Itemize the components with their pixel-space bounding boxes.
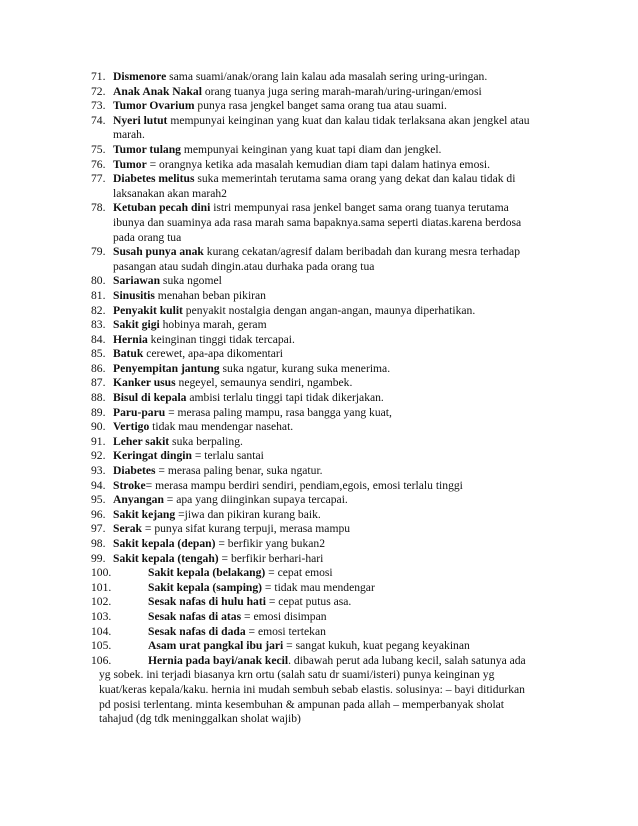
item-number: 90.	[91, 420, 106, 434]
item-title: Keringat dingin	[113, 449, 192, 463]
item-description: = emosi tertekan	[245, 624, 326, 638]
item-number: 84.	[91, 332, 106, 346]
item-title: Asam urat pangkal ibu jari	[148, 639, 284, 653]
item-description: orang tuanya juga sering marah-marah/uring-uringan/emosi	[201, 84, 482, 98]
list-item	[91, 172, 536, 201]
item-description: hobinya marah, geram	[159, 318, 267, 332]
item-description: = apa yang diinginkan supaya tercapai.	[163, 493, 348, 507]
list-item	[91, 362, 536, 377]
item-title: Sakit gigi	[113, 318, 160, 332]
item-title: Sakit kejang	[113, 507, 176, 521]
item-description: = terlalu santai	[191, 449, 264, 463]
item-description: istri mempunyai rasa jenkel banget sama orang tuanya terutama ibunya dan suaminya ada rasa marah sama bapaknya.sama seperti diatas.karena berdosa pada orang tua	[113, 201, 522, 244]
item-title: Hernia pada bayi/anak kecil	[148, 653, 289, 667]
item-title: Sakit kepala (belakang)	[148, 566, 266, 580]
item-title: Anak Anak Nakal	[113, 84, 202, 98]
list-item	[91, 406, 536, 421]
item-number: 102.	[91, 595, 112, 609]
list-item	[91, 70, 536, 85]
numbered-list	[91, 70, 536, 727]
item-number: 83.	[91, 318, 106, 332]
item-title: Dismenore	[113, 70, 167, 83]
list-item	[91, 158, 536, 173]
item-title: Tumor	[113, 157, 147, 171]
item-description: = merasa paling mampu, rasa bangga yang kuat,	[165, 405, 392, 419]
item-description: . dibawah perut ada lubang kecil, salah satunya ada yg sobek. ini terjadi biasanya krn ortu (salah satu dr suami/isteri) punya keinginan yg kuat/keras kepala/kaku. hernia ini mudah sembuh sebab elastis. solusinya: – bayi ditidurkan pd posisi terlentang. minta kesembuhan & ampunan pada allah – memperbanyak sholat tahajud (dg tdk meninggalkan sholat wajib)	[99, 653, 526, 726]
item-description: = emosi disimpan	[241, 609, 327, 623]
item-title: Hernia	[113, 332, 148, 346]
list-item	[91, 639, 536, 654]
item-title: Penyempitan jantung	[113, 361, 220, 375]
item-description: mempunyai keinginan yang kuat dan kalau tidak terlaksana akan jengkel atau marah.	[113, 113, 530, 142]
item-description: = cepat putus asa.	[265, 595, 352, 609]
item-title: Batuk	[113, 347, 144, 361]
item-title: Tumor Ovarium	[113, 99, 195, 113]
item-number: 78.	[91, 201, 106, 215]
list-item	[91, 464, 536, 479]
item-number: 106.	[91, 653, 112, 667]
item-description: = punya sifat kurang terpuji, merasa mampu	[141, 522, 351, 536]
item-number: 94.	[91, 478, 106, 492]
item-number: 98.	[91, 537, 106, 550]
list-item	[91, 479, 536, 494]
item-title: Serak	[113, 522, 142, 536]
item-title: Ketuban pecah dini	[113, 201, 211, 215]
item-number: 71.	[91, 70, 106, 83]
item-title: Susah punya anak	[113, 245, 204, 259]
item-title: Anyangan	[113, 493, 164, 507]
item-number: 93.	[91, 464, 106, 478]
item-number: 101.	[91, 580, 112, 594]
list-item	[91, 522, 536, 537]
list-item	[91, 245, 536, 274]
list-item	[91, 566, 536, 581]
list-item	[91, 376, 536, 391]
item-number: 99.	[91, 551, 106, 565]
item-number: 81.	[91, 288, 106, 302]
list-item	[91, 143, 536, 158]
list-item	[91, 537, 536, 552]
item-number: 73.	[91, 99, 106, 113]
list-item	[91, 333, 536, 348]
item-title: Sesak nafas di hulu hati	[148, 595, 266, 609]
item-title: Sinusitis	[113, 288, 155, 302]
item-description: kurang cekatan/agresif dalam beribadah dan kurang mesra terhadap pasangan atau sudah dingin.atau durhaka pada orang tua	[113, 245, 520, 273]
item-title: Sesak nafas di atas	[148, 609, 242, 623]
item-description: =jiwa dan pikiran kurang baik.	[175, 507, 321, 521]
item-number: 76.	[91, 157, 106, 171]
item-number: 88.	[91, 391, 106, 405]
list-item	[91, 391, 536, 406]
item-number: 103.	[91, 609, 112, 623]
item-title: Kanker usus	[113, 376, 176, 390]
list-item	[91, 289, 536, 304]
item-title: Vertigo	[113, 420, 150, 434]
list-item	[91, 625, 536, 640]
list-item	[91, 304, 536, 319]
item-number: 75.	[91, 142, 106, 156]
item-title: Sesak nafas di dada	[148, 624, 246, 638]
item-title: Nyeri lutut	[113, 113, 168, 127]
list-item	[91, 508, 536, 523]
item-title: Tumor tulang	[113, 142, 181, 156]
item-number: 92.	[91, 449, 106, 463]
item-number: 100.	[91, 566, 112, 580]
item-number: 87.	[91, 376, 106, 390]
item-description: = cepat emosi	[265, 566, 333, 580]
item-number: 96.	[91, 507, 106, 521]
item-description: keinginan tinggi tidak tercapai.	[147, 332, 295, 346]
list-item	[91, 114, 536, 143]
item-number: 89.	[91, 405, 106, 419]
item-description: = merasa mampu berdiri sendiri, pendiam,egois, emosi terlalu tinggi	[145, 478, 463, 492]
item-number: 80.	[91, 274, 106, 288]
item-title: Sakit kepala (samping)	[148, 580, 263, 594]
list-item	[91, 274, 536, 289]
list-item	[91, 595, 536, 610]
list-item	[91, 610, 536, 625]
list-item	[91, 654, 536, 727]
item-description: = merasa paling benar, suka ngatur.	[155, 464, 323, 478]
item-title: Diabetes	[113, 464, 156, 478]
list-item	[91, 581, 536, 596]
item-description: = orangnya ketika ada masalah kemudian diam tapi dalam hatinya emosi.	[146, 157, 491, 171]
item-number: 104.	[91, 624, 112, 638]
item-description: negeyel, semaunya sendiri, ngambek.	[175, 376, 353, 390]
item-number: 95.	[91, 493, 106, 507]
item-description: sama suami/anak/orang lain kalau ada masalah sering uring-uringan.	[166, 70, 488, 83]
list-item	[91, 347, 536, 362]
item-description: penyakit nostalgia dengan angan-angan, maunya diperhatikan.	[182, 303, 476, 317]
item-number: 72.	[91, 84, 106, 98]
list-item	[91, 201, 536, 245]
list-item	[91, 493, 536, 508]
list-item	[91, 85, 536, 100]
item-description: = berfikir yang bukan2	[215, 537, 326, 550]
item-title: Sakit kepala (depan)	[113, 537, 216, 550]
item-title: Diabetes melitus	[113, 172, 195, 186]
item-description: suka berpaling.	[169, 434, 243, 448]
list-item	[91, 420, 536, 435]
list-item	[91, 318, 536, 333]
item-title: Sakit kepala (tengah)	[113, 551, 219, 565]
item-description: mempunyai keinginan yang kuat tapi diam dan jengkel.	[180, 142, 442, 156]
list-item	[91, 99, 536, 114]
item-number: 97.	[91, 522, 106, 536]
item-description: = tidak mau mendengar	[262, 580, 375, 594]
item-title: Bisul di kepala	[113, 391, 187, 405]
item-description: = sangat kukuh, kuat pegang keyakinan	[283, 639, 470, 653]
list-item	[91, 449, 536, 464]
item-description: cerewet, apa-apa dikomentari	[143, 347, 283, 361]
item-title: Leher sakit	[113, 434, 170, 448]
item-description: suka ngomel	[160, 274, 222, 288]
item-description: punya rasa jengkel banget sama orang tua atau suami.	[194, 99, 447, 113]
item-description: tidak mau mendengar nasehat.	[149, 420, 294, 434]
item-number: 105.	[91, 639, 112, 653]
item-number: 91.	[91, 434, 106, 448]
item-description: suka memerintah terutama sama orang yang dekat dan kalau tidak di laksanakan akan marah2	[113, 172, 516, 200]
item-description: suka ngatur, kurang suka menerima.	[219, 361, 391, 375]
item-title: Sariawan	[113, 274, 161, 288]
item-description: ambisi terlalu tinggi tapi tidak dikerjakan.	[186, 391, 384, 405]
item-description: = berfikir berhari-hari	[218, 551, 324, 565]
item-title: Paru-paru	[113, 405, 166, 419]
list-item	[91, 552, 536, 567]
item-title: Penyakit kulit	[113, 303, 183, 317]
item-number: 77.	[91, 172, 106, 186]
item-number: 85.	[91, 347, 106, 361]
list-item	[91, 435, 536, 450]
item-number: 86.	[91, 361, 106, 375]
item-number: 79.	[91, 245, 106, 259]
item-title: Stroke	[113, 478, 146, 492]
item-number: 82.	[91, 303, 106, 317]
item-number: 74.	[91, 113, 106, 127]
item-description: menahan beban pikiran	[154, 288, 266, 302]
